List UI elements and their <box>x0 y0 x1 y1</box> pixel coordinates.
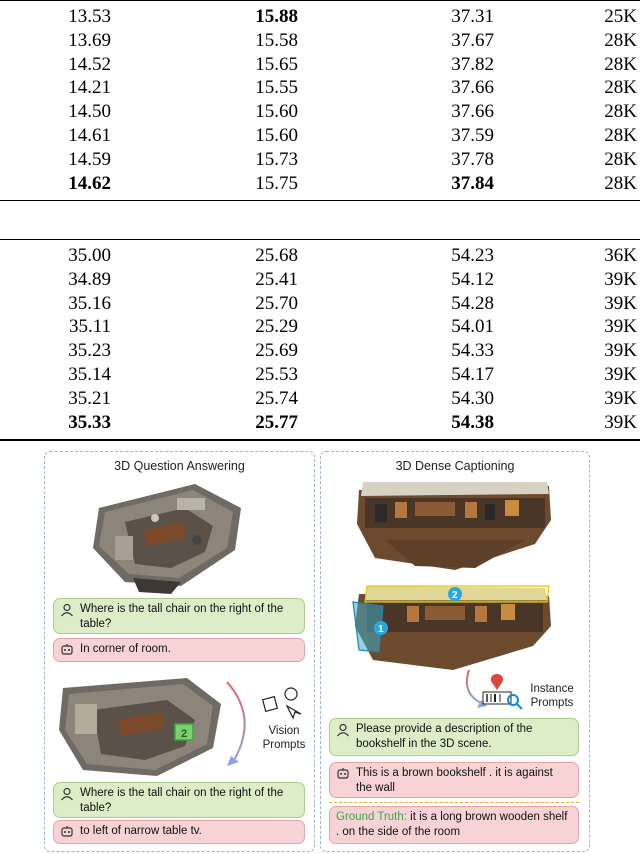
table-cell: 25.41 <box>255 268 298 290</box>
table-cell: 39K <box>604 292 637 314</box>
curved-arrow-icon <box>221 678 261 770</box>
vision-prompts-icon <box>261 684 305 722</box>
table-cell: 36K <box>604 245 637 266</box>
table-cell: 54.30 <box>451 387 494 409</box>
table-row <box>0 244 640 267</box>
user-icon <box>60 603 74 617</box>
qa-question-1 <box>53 598 305 634</box>
table-cell: 28K <box>604 77 637 99</box>
table-cell: 13.69 <box>68 29 111 51</box>
qa-prompt-marker: 2 <box>181 728 188 740</box>
table-cell: 15.60 <box>255 125 298 146</box>
table-cell: 37.59 <box>451 125 494 146</box>
dc-marker-1: 1 <box>378 624 384 635</box>
qa-title: 3D Question Answering <box>114 459 245 473</box>
table-cell: 15.73 <box>255 148 298 170</box>
table-cell: 14.59 <box>68 148 111 170</box>
table-cell: 54.17 <box>451 364 494 385</box>
table-cell: 15.58 <box>255 29 298 51</box>
table-cell: 35.33 <box>68 411 111 433</box>
table-row <box>0 292 640 315</box>
table-cell: 14.61 <box>68 125 111 146</box>
table-cell: 35.14 <box>68 364 111 385</box>
instance-prompts-line-2: Prompts <box>530 697 574 709</box>
dc-scene-image-2 <box>349 582 555 674</box>
table-cell: 37.82 <box>451 53 494 75</box>
instance-prompts-icon <box>481 672 525 710</box>
table-cell: 15.75 <box>255 172 298 194</box>
robot-icon <box>336 767 350 781</box>
table-cell: 28K <box>604 125 637 146</box>
qa-question-2-text: Where is the tall chair on the right of the table? <box>80 787 284 814</box>
table-cell: 15.60 <box>255 101 298 123</box>
table-cell: 54.28 <box>451 292 494 314</box>
table-midrule-1 <box>0 200 640 201</box>
table-cell: 14.62 <box>68 172 111 194</box>
table-row <box>0 76 640 99</box>
table-cell: 15.88 <box>255 6 298 27</box>
table-bottom-rule <box>0 439 640 441</box>
table-cell: 25.29 <box>255 316 298 338</box>
table-cell: 37.66 <box>451 101 494 123</box>
table-cell: 15.65 <box>255 53 298 75</box>
table-cell: 14.21 <box>68 77 111 99</box>
table-cell: 25.68 <box>255 245 298 266</box>
table-cell: 35.23 <box>68 340 111 362</box>
table-cell: 39K <box>604 340 637 362</box>
qa-answer-2 <box>53 820 305 844</box>
table-cell: 28K <box>604 101 637 123</box>
table-cell: 37.66 <box>451 77 494 99</box>
table-row <box>0 315 640 338</box>
table-row <box>0 100 640 123</box>
vision-prompts-line-1: Vision <box>268 725 300 737</box>
dc-answer <box>329 762 579 798</box>
dc-panel <box>320 451 590 852</box>
robot-icon <box>60 825 74 839</box>
table-cell: 28K <box>604 148 637 170</box>
table-cell: 39K <box>604 316 637 338</box>
table-row <box>0 268 640 291</box>
dc-title: 3D Dense Captioning <box>395 459 515 473</box>
qa-answer-1-text: In corner of room. <box>80 643 171 655</box>
table-cell: 35.00 <box>68 245 111 266</box>
qa-question-1-text: Where is the tall chair on the right of the table? <box>80 603 284 630</box>
table-cell: 28K <box>604 53 637 75</box>
table-cell: 25.69 <box>255 340 298 362</box>
ground-truth-separator <box>329 802 579 803</box>
table-cell: 54.12 <box>451 268 494 290</box>
dc-prompt <box>329 718 579 756</box>
table-row <box>0 411 640 434</box>
dc-scene-image-1 <box>355 480 555 576</box>
table-cell: 54.01 <box>451 316 494 338</box>
qa-panel <box>44 451 315 852</box>
ground-truth-text: it is a long brown wooden shelf . on the side of the room <box>336 811 568 838</box>
table-row <box>0 339 640 362</box>
table-row <box>0 29 640 52</box>
user-icon <box>336 723 350 737</box>
vision-prompts-line-2: Prompts <box>262 739 306 751</box>
table-cell: 54.38 <box>451 411 494 433</box>
table-row <box>0 53 640 76</box>
ground-truth-label: Ground Truth: <box>336 811 407 823</box>
table-cell: 54.33 <box>451 340 494 362</box>
user-icon <box>60 787 74 801</box>
table-cell: 39K <box>604 364 637 385</box>
table-row <box>0 363 640 386</box>
table-row <box>0 124 640 147</box>
dc-marker-2: 2 <box>452 590 458 601</box>
table-row <box>0 172 640 195</box>
table-cell: 25.70 <box>255 292 298 314</box>
table-cell: 35.11 <box>68 316 111 338</box>
instance-prompts-line-1: Instance <box>530 683 574 695</box>
qa-question-2 <box>53 782 305 818</box>
instance-prompts-label <box>523 682 581 710</box>
table-top-rule <box>0 0 640 1</box>
table-cell: 54.23 <box>451 245 494 266</box>
table-cell: 35.16 <box>68 292 111 314</box>
table-cell: 34.89 <box>68 268 111 290</box>
table-midrule-2 <box>0 239 640 240</box>
table-cell: 37.67 <box>451 29 494 51</box>
table-cell: 28K <box>604 29 637 51</box>
table-cell: 14.52 <box>68 53 111 75</box>
robot-icon <box>60 643 74 657</box>
qa-answer-2-text: to left of narrow table tv. <box>80 825 202 837</box>
table-cell: 39K <box>604 387 637 409</box>
table-cell: 28K <box>604 172 637 194</box>
dc-prompt-text: Please provide a description of the bookshelf in the 3D scene. <box>356 723 533 750</box>
table-cell: 37.84 <box>451 172 494 194</box>
table-cell: 25.74 <box>255 387 298 409</box>
table-row <box>0 5 640 28</box>
vision-prompts-label <box>257 724 311 752</box>
table-cell: 15.55 <box>255 77 298 99</box>
table-row <box>0 148 640 171</box>
table-cell: 37.31 <box>451 6 494 27</box>
table-cell: 39K <box>604 268 637 290</box>
table-row <box>0 387 640 410</box>
qa-scene-image-2 <box>57 674 227 780</box>
qa-scene-image-1 <box>85 478 250 596</box>
table-cell: 14.50 <box>68 101 111 123</box>
dc-answer-text: This is a brown bookshelf . it is against the wall <box>356 767 553 794</box>
dc-ground-truth <box>329 806 579 844</box>
table-cell: 25K <box>604 6 637 27</box>
table-cell: 35.21 <box>68 387 111 409</box>
table-cell: 13.53 <box>68 6 111 27</box>
table-cell: 39K <box>604 411 637 433</box>
table-cell: 25.53 <box>255 364 298 385</box>
qa-answer-1 <box>53 638 305 662</box>
table-cell: 25.77 <box>255 411 298 433</box>
table-cell: 37.78 <box>451 148 494 170</box>
